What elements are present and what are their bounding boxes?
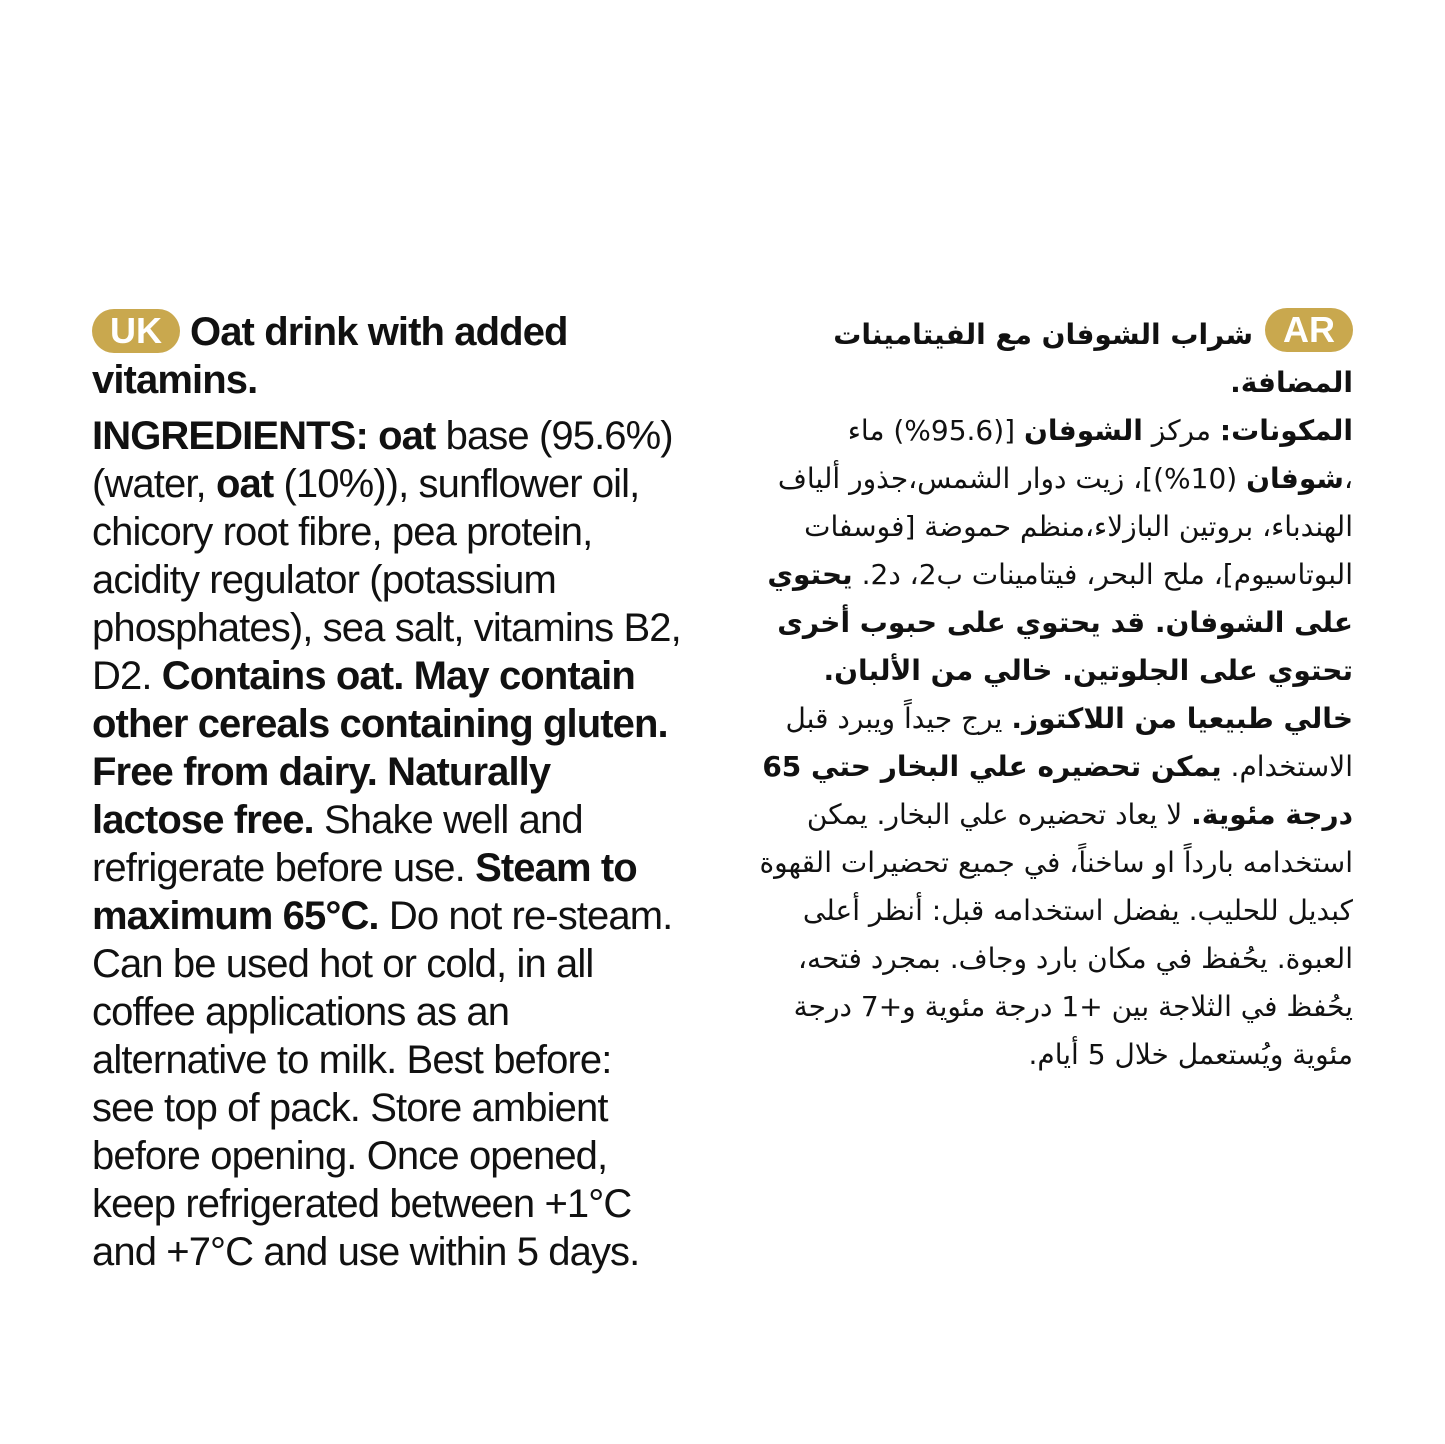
ar-label-column bbox=[748, 308, 1353, 1079]
uk-allergen-statement: Contains oat. May contain other cereals containing gluten. Free from dairy. Naturally lactose free. bbox=[92, 654, 668, 842]
ar-product-title: شراب الشوفان مع الفيتامينات المضافة. bbox=[833, 318, 1353, 399]
uk-label-column bbox=[92, 308, 682, 1276]
ar-heading bbox=[748, 308, 1353, 407]
ar-ingredients-segment: [(95.6%) ماء ، bbox=[847, 414, 1353, 495]
uk-ingredients-segment: (10%)), sunflower oil, chicory root fibre, pea protein, acidity regulator (potassium phosphates), sea salt, vitamins B2, D2. bbox=[92, 462, 681, 698]
uk-product-title: Oat drink with added vitamins. bbox=[92, 310, 568, 402]
ar-ingredients-segment: المكونات: bbox=[1219, 414, 1353, 447]
ar-ingredients-text bbox=[748, 407, 1353, 1079]
ar-steam-instruction: يمكن تحضيره علي البخار حتي 65 درجة مئوية. bbox=[762, 750, 1353, 831]
uk-language-badge: UK bbox=[92, 309, 180, 353]
uk-ingredients-segment: INGREDIENTS: oat bbox=[92, 414, 436, 458]
ar-ingredients-segment: مركز bbox=[1142, 414, 1220, 447]
uk-ingredients-segment: Shake well and refrigerate before use. bbox=[92, 798, 583, 890]
uk-ingredients-segment: Do not re-steam. Can be used hot or cold, in all coffee applications as an alternative to milk. Best before: see top of pack. Store ambient before opening. Once opened, keep refrigerated between +1°C and +7°C and use within 5 days. bbox=[92, 894, 673, 1274]
uk-ingredients-segment: oat bbox=[215, 462, 274, 506]
ar-ingredients-segment: شوفان bbox=[1246, 462, 1344, 495]
uk-ingredients-text bbox=[92, 412, 682, 1276]
ar-language-badge: AR bbox=[1265, 308, 1353, 352]
uk-ingredients-segment: base (95.6%) (water, bbox=[92, 414, 673, 506]
ar-ingredients-segment: الشوفان bbox=[1023, 414, 1143, 447]
ar-ingredients-segment: (10%)]، زيت دوار الشمس،جذور ألياف الهندباء، بروتين البازلاء،منظم حموضة [فوسفات البوتاسيوم]، ملح البحر، فيتامينات ب2، د2. bbox=[777, 462, 1353, 591]
uk-steam-instruction: Steam to maximum 65°C. bbox=[92, 846, 637, 938]
ar-ingredients-segment: لا يعاد تحضيره علي البخار. يمكن استخدامه بارداً او ساخناً، في جميع تحضيرات القهوة كبديل للحليب. يفضل استخدامه قبل: أنظر أعلى العبوة. يحُفظ في مكان بارد وجاف. بمجرد فتحه، يحُفظ في الثلاجة بين +1 درجة مئوية و+7 درجة مئوية ويُستعمل خلال 5 أيام. bbox=[759, 798, 1353, 1071]
uk-heading bbox=[92, 308, 682, 404]
ar-allergen-statement: يحتوي على الشوفان. قد يحتوي على حبوب أخرى تحتوي على الجلوتين. خالي من الألبان. خالي طبيعيا من اللاكتوز. bbox=[767, 558, 1353, 735]
ar-ingredients-segment: يرج جيداً ويبرد قبل الاستخدام. bbox=[785, 702, 1353, 783]
